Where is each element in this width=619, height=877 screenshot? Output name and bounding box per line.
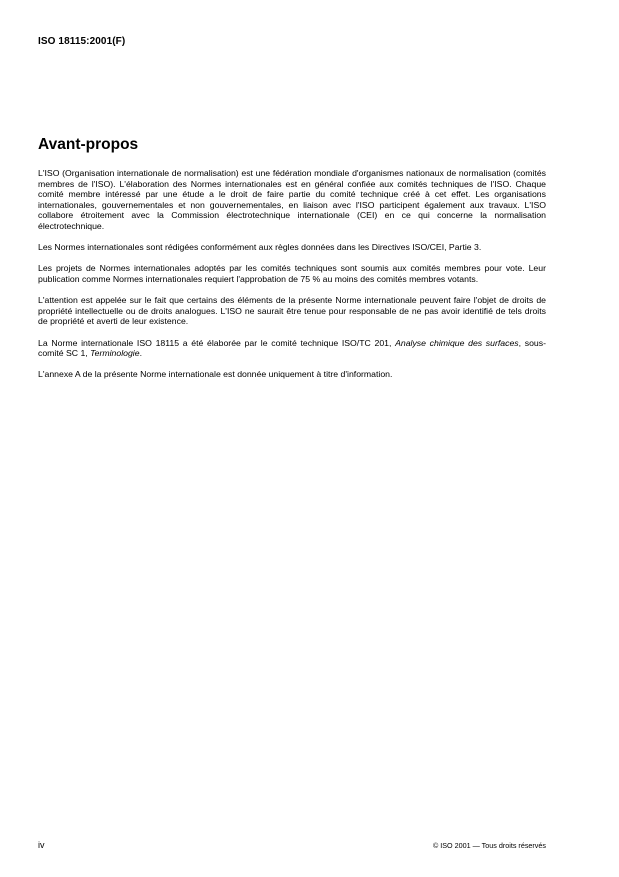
document-id-header: ISO 18115:2001(F) — [38, 36, 126, 47]
committee-text-part1: La Norme internationale ISO 18115 a été élaborée par le comité technique ISO/TC 201, — [38, 337, 396, 348]
subcommittee-title-italic: Terminologie — [90, 348, 140, 359]
foreword-body — [38, 168, 546, 390]
page-number: iv — [38, 840, 45, 850]
paragraph-vote: Les projets de Normes internationales adoptés par les comités techniques sont soumis aux comités membres pour vote. Leur publication comme Normes internationales requiert l'approbation de 75 % au moins des comités membres votants. — [38, 263, 546, 284]
paragraph-committee — [38, 338, 546, 359]
paragraph-patent-rights: L'attention est appelée sur le fait que certains des éléments de la présente Norme internationale peuvent faire l'objet de droits de propriété intellectuelle ou de droits analogues. L'ISO ne saurait être tenue pour responsable de ne pas avoir identifié de tels droits de propriété et averti de leur existence. — [38, 295, 546, 327]
paragraph-annex: L'annexe A de la présente Norme internationale est donnée uniquement à titre d'information. — [38, 369, 393, 380]
copyright-notice: © ISO 2001 — Tous droits réservés — [432, 841, 546, 850]
paragraph-iso-organisation: L'ISO (Organisation internationale de normalisation) est une fédération mondiale d'organismes nationaux de normalisation (comités membres de l'ISO). L'élaboration des Normes internationales est en général confiée aux comités techniques de l'ISO. Chaque comité membre intéressé par une étude a le droit de faire partie du comité technique créé à cet effet. Les organisations internationales, gouvernementales et non gouvernementales, en liaison avec l'ISO participent également aux travaux. L'ISO collabore étroitement avec la Commission électrotechnique internationale (CEI) en ce qui concerne la normalisation électrotechnique. — [38, 168, 546, 231]
committee-text-part3: . — [139, 348, 142, 359]
committee-text-part2: , sous-comité SC 1, — [38, 337, 546, 359]
committee-title-italic: Analyse chimique des surfaces — [395, 337, 519, 348]
page-title: Avant-propos — [38, 136, 139, 153]
paragraph-directives: Les Normes internationales sont rédigées conformément aux règles données dans les Directives ISO/CEI, Partie 3. — [38, 242, 482, 253]
